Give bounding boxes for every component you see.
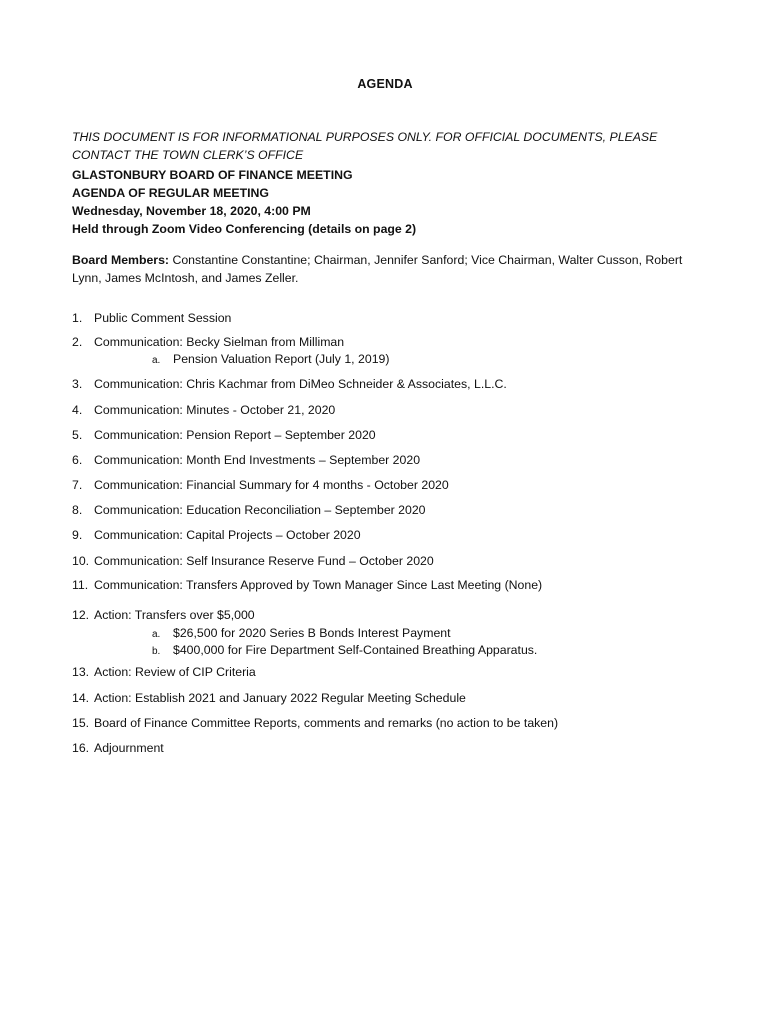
item-number: 9. [72, 528, 83, 542]
item-number: 15. [72, 716, 90, 730]
item-text: Communication: Becky Sielman from Milliman [94, 335, 345, 349]
agenda-item-15 [72, 714, 558, 732]
meeting-type: AGENDA OF REGULAR MEETING [72, 186, 269, 200]
agenda-item-13 [72, 663, 256, 681]
item-text: Communication: Financial Summary for 4 months - October 2020 [94, 478, 449, 492]
subitem-text: $400,000 for Fire Department Self-Contained Breathing Apparatus. [173, 643, 538, 657]
item-number: 6. [72, 453, 83, 467]
subitem-text: Pension Valuation Report (July 1, 2019) [173, 352, 390, 366]
item-number: 12. [72, 608, 90, 622]
item-number: 7. [72, 478, 83, 492]
item-number: 1. [72, 311, 83, 325]
item-number: 10. [72, 554, 90, 568]
item-text: Action: Transfers over $5,000 [94, 608, 255, 622]
board-members-label: Board Members: [72, 253, 170, 267]
board-name: GLASTONBURY BOARD OF FINANCE MEETING [72, 168, 353, 182]
item-text: Communication: Education Reconciliation – September 2020 [94, 503, 426, 517]
item-text: Action: Establish 2021 and January 2022 Regular Meeting Schedule [94, 691, 466, 705]
meeting-heading [72, 166, 712, 238]
subitem-text: $26,500 for 2020 Series B Bonds Interest Payment [173, 626, 451, 640]
item-text: Communication: Chris Kachmar from DiMeo Schneider & Associates, L.L.C. [94, 377, 507, 391]
item-number: 2. [72, 335, 83, 349]
item-text: Communication: Minutes - October 21, 2020 [94, 403, 336, 417]
agenda-item-8 [72, 501, 426, 519]
item-number: 14. [72, 691, 90, 705]
agenda-subitem-2a [152, 350, 389, 370]
item-text: Board of Finance Committee Reports, comments and remarks (no action to be taken) [94, 716, 559, 730]
agenda-item-14 [72, 689, 466, 707]
agenda-item-12 [72, 606, 255, 624]
agenda-item-10 [72, 552, 434, 570]
item-text: Communication: Self Insurance Reserve Fund – October 2020 [94, 554, 434, 568]
subitem-letter: a. [152, 629, 161, 640]
item-number: 3. [72, 377, 83, 391]
item-text: Public Comment Session [94, 311, 232, 325]
meeting-date: Wednesday, November 18, 2020, 4:00 PM [72, 204, 311, 218]
agenda-item-2 [72, 333, 344, 351]
agenda-item-4 [72, 401, 335, 419]
agenda-item-6 [72, 451, 420, 469]
agenda-item-7 [72, 476, 449, 494]
item-number: 4. [72, 403, 83, 417]
agenda-item-16 [72, 739, 164, 757]
agenda-subitem-12b [152, 641, 537, 661]
item-number: 13. [72, 665, 90, 679]
agenda-item-1 [72, 309, 231, 327]
item-number: 11. [72, 578, 89, 592]
item-number: 5. [72, 428, 83, 442]
page-title: AGENDA [357, 77, 413, 91]
agenda-item-3 [72, 375, 507, 393]
item-text: Action: Review of CIP Criteria [94, 665, 256, 679]
item-text: Communication: Capital Projects – October 2020 [94, 528, 361, 542]
disclaimer-text: THIS DOCUMENT IS FOR INFORMATIONAL PURPOSES ONLY. FOR OFFICIAL DOCUMENTS, PLEASE CONTACT THE TOWN CLERK’S OFFICE [72, 130, 658, 162]
agenda-item-11 [72, 576, 542, 594]
item-number: 16. [72, 741, 90, 755]
item-text: Communication: Transfers Approved by Town Manager Since Last Meeting (None) [94, 578, 543, 592]
agenda-item-9 [72, 526, 361, 544]
board-members-list: Constantine Constantine; Chairman, Jennifer Sanford; Vice Chairman, Walter Cusson, Robert Lynn, James McIntosh, and James Zeller. [72, 253, 683, 285]
meeting-location: Held through Zoom Video Conferencing (details on page 2) [72, 222, 417, 236]
subitem-letter: a. [152, 355, 161, 366]
agenda-item-5 [72, 426, 376, 444]
subitem-letter: b. [152, 646, 161, 657]
board-members [72, 251, 702, 287]
item-text: Communication: Month End Investments – September 2020 [94, 453, 421, 467]
item-number: 8. [72, 503, 83, 517]
item-text: Communication: Pension Report – September 2020 [94, 428, 376, 442]
item-text: Adjournment [94, 741, 164, 755]
